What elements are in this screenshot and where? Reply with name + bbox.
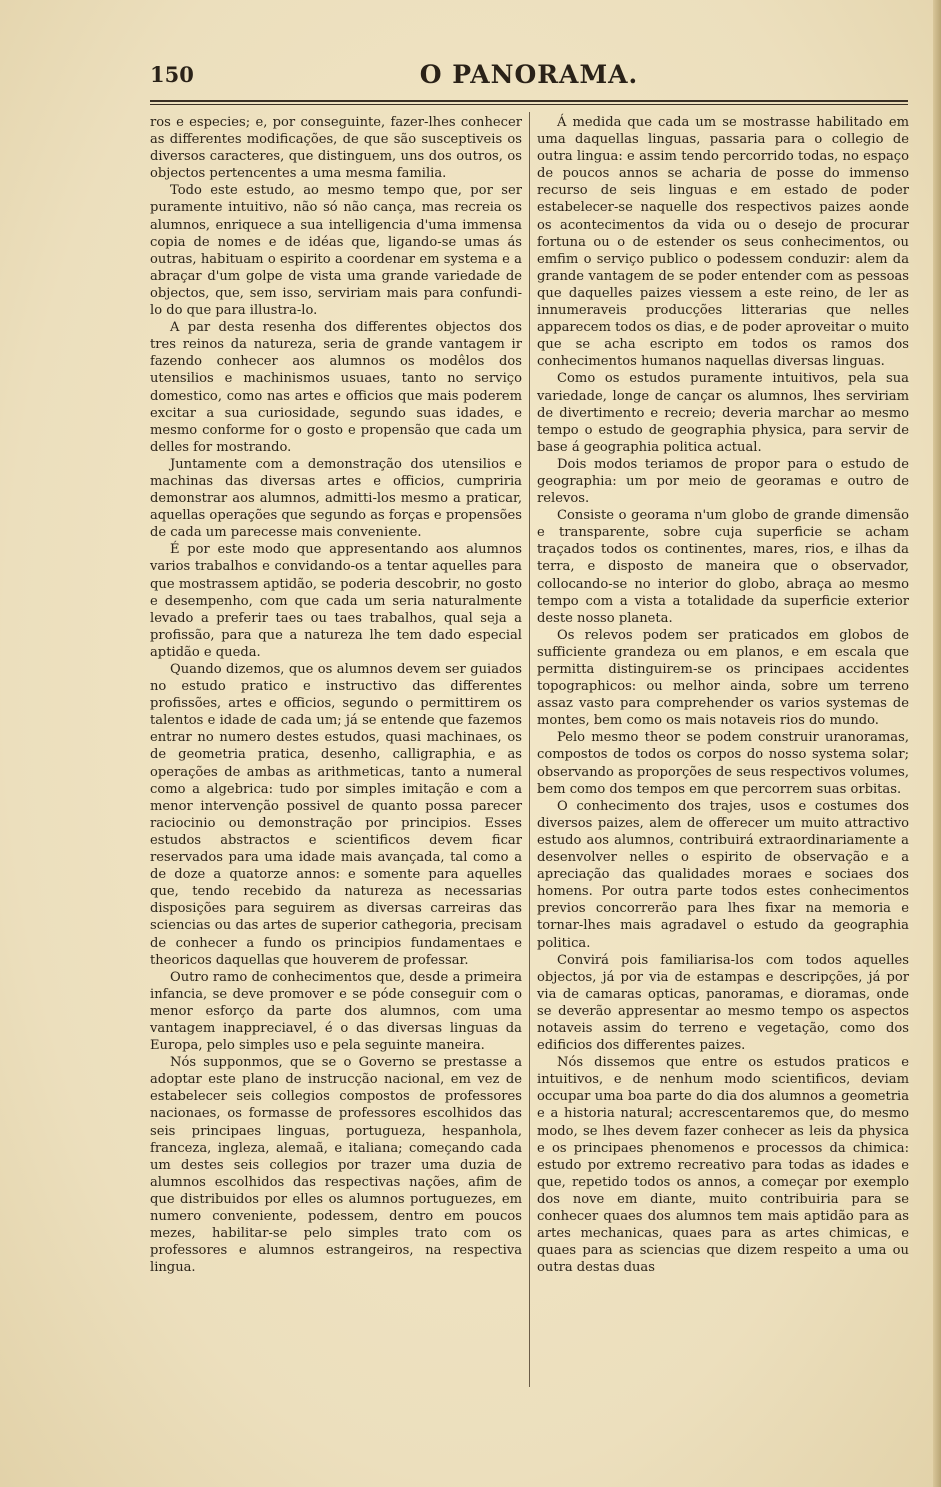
paragraph: Juntamente com a demonstração dos utensilios e machinas das diversas artes e officios, cumpriria demonstrar aos alumnos, admitti-los mesmo a praticar, aquellas operações que segundo as forças e propensões de cada um parecesse mais conveniente. [150,456,522,541]
paragraph: Nós dissemos que entre os estudos praticos e intuitivos, e de nenhum modo scientificos, deviam occupar uma boa parte do dia dos alumnos a geometria e a historia natural; accrescentaremos que, do mesmo modo, se lhes devem fazer conhecer as leis da physica e os principaes phenomenos e processos da chimica: estudo por extremo recreativo para todas as idades e que, repetido todos os annos, a começar por exemplo dos nove em diante, muito contribuiria para se conhecer quaes dos alumnos tem mais aptidão para as artes mechanicas, quaes para as artes chimicas, e quaes para as sciencias que dizem respeito a uma ou outra destas duas [537,1055,909,1276]
page-number: 150 [150,62,194,87]
journal-title: O PANORAMA. [419,60,639,89]
paragraph: ros e especies; e, por conseguinte, fazer-lhes conhecer as differentes modificações, de que são susceptiveis os diversos caracteres, que distinguem, uns dos outros, os objectos pertencentes a uma mesma familia. [150,115,522,182]
header-rule-thin [150,104,908,105]
paragraph: Como os estudos puramente intuitivos, pela sua variedade, longe de cançar os alumnos, lhes serviriam de divertimento e recreio; deveria marchar ao mesmo tempo o estudo de geographia physica, para servir de base á geographia politica actual. [537,371,909,455]
paragraph: Pelo mesmo theor se podem construir uranoramas, compostos de todos os corpos do nosso systema solar; observando as proporções de seus respectivos volumes, bem como dos tempos em que percorrem suas orbitas. [537,730,909,797]
paragraph: Consiste o georama n'um globo de grande dimensão e transparente, sobre cuja superficie se acham traçados todos os continentes, mares, rios, e ilhas da terra, e disposto de maneira que o observador, collocando-se no interior do globo, abraça ao mesmo tempo com a vista a totalidade da superficie exterior deste nosso planeta. [537,508,909,626]
page-edge-shadow [933,0,941,1487]
right-column [537,114,909,1276]
paragraph: O conhecimento dos trajes, usos e costumes dos diversos paizes, alem de offerecer um muito attractivo estudo aos alumnos, contribuirá extraordinariamente a desenvolver nelles o espirito de observação e a apreciação das qualidades moraes e sociaes dos homens. Por outra parte todos estes conhecimentos previos concorrerão para lhes fixar na memoria e tornar-lhes mais agradavel o estudo da geographia politica. [537,798,909,951]
paragraph: Todo este estudo, ao mesmo tempo que, por ser puramente intuitivo, não só não cança, mas recreia os alumnos, enriquece a sua intelligencia d'uma immensa copia de nomes e de idéas que, ligando-se umas ás outras, habituam o espirito a coordenar em systema e a abraçar d'um golpe de vista uma grande variedade de objectos, que, sem isso, serviriam mais para confundi-lo do que para illustra-lo. [150,183,522,319]
header-rule-thick [150,100,908,102]
column-divider [529,112,530,1387]
left-column [150,114,522,1276]
paragraph: Os relevos podem ser praticados em globos de sufficiente grandeza ou em planos, e em escala que permitta distinguirem-se os principaes accidentes topographicos: ou melhor ainda, sobre um terreno assaz vasto para comprehender os varios systemas de montes, bem como os mais notaveis rios do mundo. [537,627,909,729]
paragraph: Dois modos teriamos de propor para o estudo de geographia: um por meio de georamas e outro de relevos. [537,456,909,507]
paragraph: É por este modo que appresentando aos alumnos varios trabalhos e convidando-os a tentar aquelles para que mostrassem aptidão, se poderia descobrir, no gosto e desempenho, com que cada um seria naturalmente levado a preferir taes ou taes trabalhos, qual seja a profissão, para que a natureza lhe tem dado especial aptidão e queda. [150,542,522,660]
paragraph: Á medida que cada um se mostrasse habilitado em uma daquellas linguas, passaria para o collegio de outra lingua: e assim tendo percorrido todas, no espaço de poucos annos se acharia de posse do immenso recurso de seis linguas e em estado de poder estabelecer-se naquelle dos respectivos paizes aonde os acontecimentos da vida ou o desejo de procurar fortuna ou o de estender os seus conhecimentos, ou emfim o serviço publico o podessem conduzir: alem da grande vantagem de se poder entender com as pessoas que daquelles paizes viessem a este reino, de ler as innumeraveis producções litterarias que nelles apparecem todos os dias, e de poder aproveitar o muito que se acha escripto em todos os ramos dos conhecimentos humanos naquellas diversas linguas. [537,115,909,370]
paragraph: Outro ramo de conhecimentos que, desde a primeira infancia, se deve promover e se póde conseguir com o menor esforço da parte dos alumnos, com uma vantagem inappreciavel, é o das diversas linguas da Europa, pelo simples uso e pela seguinte maneira. [150,969,522,1054]
paragraph: A par desta resenha dos differentes objectos dos tres reinos da natureza, seria de grande vantagem ir fazendo conhecer aos alumnos os modêlos dos utensilios e machinismos usuaes, tanto no serviço domestico, como nas artes e officios que mais poderem excitar a sua curiosidade, segundo suas idades, e mesmo conforme for o gosto e propensão que cada um delles for mostrando. [150,320,522,455]
paragraph: Quando dizemos, que os alumnos devem ser guiados no estudo pratico e instructivo das differentes profissões, artes e officios, segundo o permittirem os talentos e idade de cada um; já se entende que fazemos entrar no numero destes estudos, quasi machinaes, os de geometria pratica, desenho, calligraphia, e as operações de ambas as arithmeticas, tanto a numeral como a algebrica: tudo por simples imitação e com a menor intervenção possivel de quanto possa parecer raciocinio ou demonstração por principios. Esses estudos abstractos e scientificos devem ficar reservados para uma idade mais avançada, tal como a de doze a quatorze annos: e somente para aquelles que, tendo recebido da natureza as necessarias disposições para seguirem as diversas carreiras das sciencias ou das artes de superior cathegoria, precisam de conhecer a fundo os principios fundamentaes e theoricos daquellas que houverem de professar. [150,662,522,968]
paragraph: Convirá pois familiarisa-los com todos aquelles objectos, já por via de estampas e descripções, já por via de camaras opticas, panoramas, e dioramas, onde se deverão appresentar ao mesmo tempo os aspectos notaveis assim do terreno e vegetação, como dos edificios dos differentes paizes. [537,952,909,1054]
paragraph: Nós supponmos, que se o Governo se prestasse a adoptar este plano de instrucção nacional, em vez de estabelecer seis collegios compostos de professores nacionaes, os formasse de professores escolhidos das seis principaes linguas, portugueza, hespanhola, franceza, ingleza, alemaã, e italiana; começando cada um destes seis collegios por trazer uma duzia de alumnos escolhidos das respectivas nações, afim de que distribuidos por elles os alumnos portuguezes, em numero conveniente, podessem, dentro em poucos mezes, habilitar-se pelo simples trato com os professores e alumnos estrangeiros, na respectiva lingua. [150,1055,522,1276]
page-header [150,62,908,98]
